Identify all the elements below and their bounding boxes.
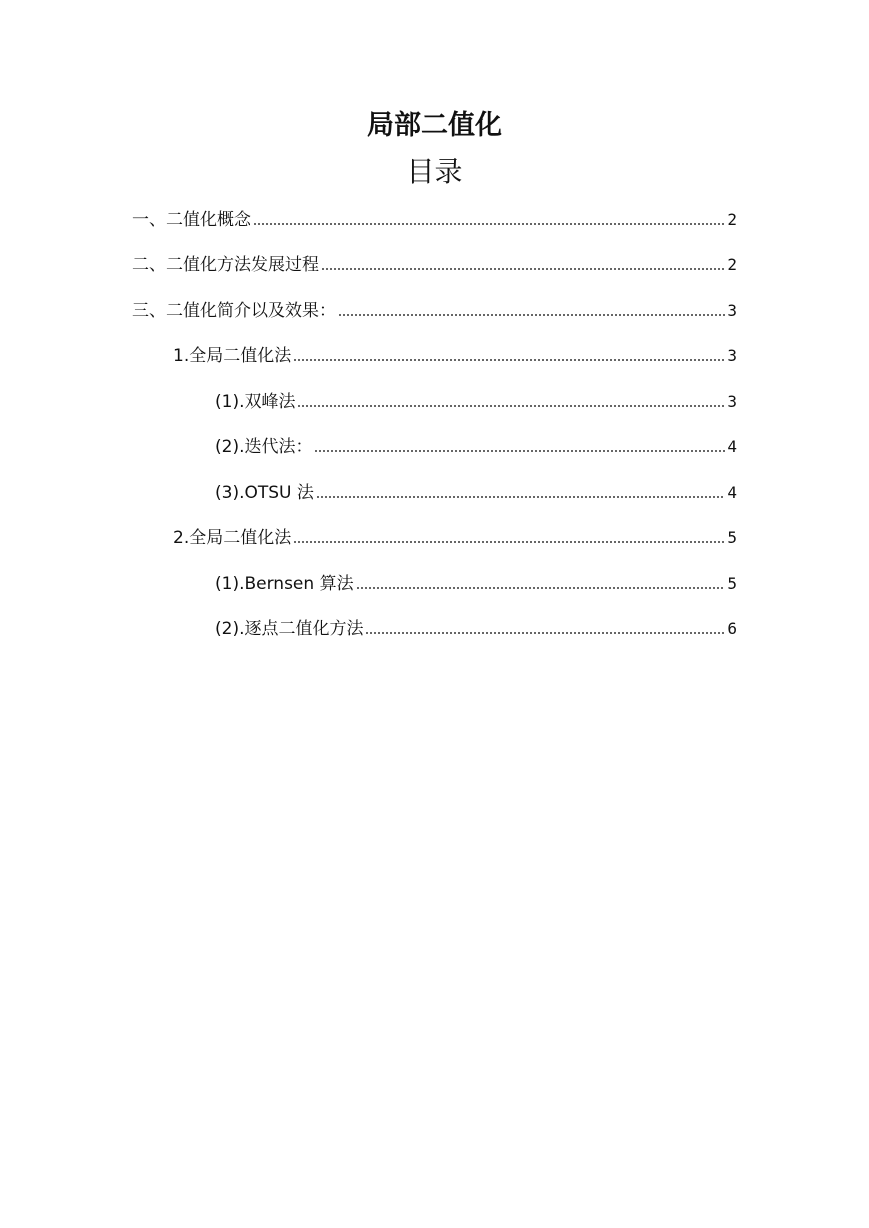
toc-entry-text: (3).OTSU 法 [215, 483, 314, 503]
toc-dot-leader [316, 495, 725, 499]
toc-entry-intro-and-effects[interactable] [132, 297, 737, 325]
toc-entry-text: 1.全局二值化法 [173, 346, 292, 366]
toc-entry-text: 三、二值化简介以及效果： [132, 301, 336, 321]
toc-entry-text: 2.全局二值化法 [173, 528, 292, 548]
toc-entry-text: (2).逐点二值化方法 [215, 619, 364, 639]
toc-entry-iterative-method[interactable] [215, 433, 737, 461]
toc-page-number: 3 [727, 392, 737, 411]
document-title: 局部二值化 [367, 110, 502, 141]
toc-entry-pointwise-method[interactable] [215, 615, 737, 643]
toc-heading: 目录 [406, 155, 463, 188]
toc-dot-leader [297, 404, 725, 408]
toc-dot-leader [321, 267, 725, 271]
toc-page-number: 2 [727, 210, 737, 229]
toc-entry-global-binarization-2[interactable] [173, 524, 737, 552]
toc-entry-text: (2).迭代法： [215, 437, 313, 457]
toc-dot-leader [356, 586, 726, 590]
toc-dot-leader [365, 631, 725, 635]
toc-entry-bimodal-method[interactable] [215, 388, 737, 416]
toc-page-number: 2 [727, 255, 737, 274]
toc-dot-leader [314, 449, 725, 453]
toc-page-number: 4 [727, 437, 737, 456]
toc-entry-binarization-concept[interactable] [132, 206, 737, 234]
toc-page-number: 4 [727, 483, 737, 502]
toc-dot-leader [253, 222, 725, 226]
toc-entry-method-history[interactable] [132, 251, 737, 279]
toc-entry-text: 一、二值化概念 [132, 210, 251, 230]
toc-entry-text: (1).双峰法 [215, 392, 296, 412]
toc-entry-text: 二、二值化方法发展过程 [132, 255, 319, 275]
toc-dot-leader [293, 358, 725, 362]
toc-dot-leader [293, 540, 725, 544]
toc-page-number: 5 [727, 528, 737, 547]
toc-page-number: 5 [727, 574, 737, 593]
toc-entry-text: (1).Bernsen 算法 [215, 574, 354, 594]
toc-dot-leader [338, 313, 725, 317]
toc-entry-otsu-method[interactable] [215, 479, 737, 507]
toc-entry-bernsen-algorithm[interactable] [215, 570, 737, 598]
toc-page-number: 3 [727, 301, 737, 320]
toc-entry-global-binarization[interactable] [173, 342, 737, 370]
toc-page-number: 6 [727, 619, 737, 638]
toc-page-number: 3 [727, 346, 737, 365]
